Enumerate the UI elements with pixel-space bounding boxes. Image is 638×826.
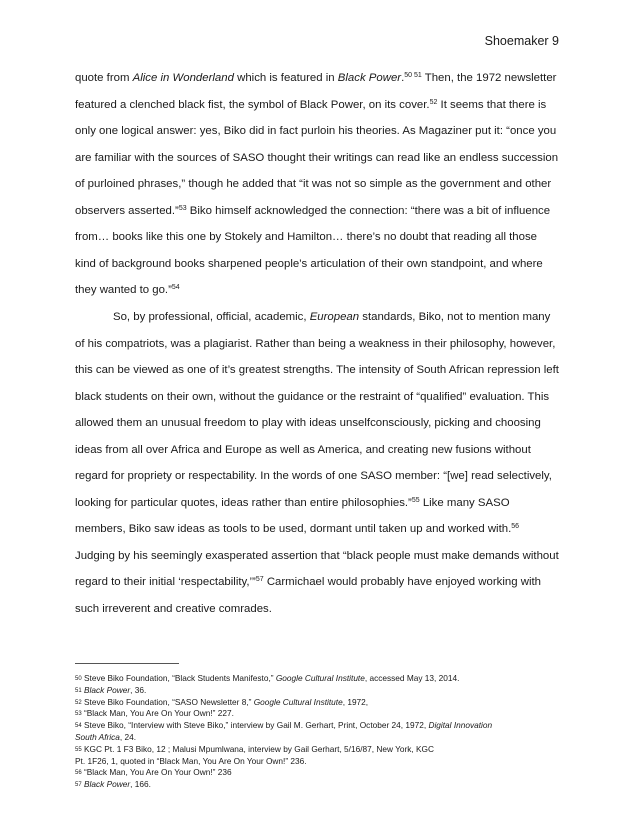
footnote-ref: 57: [255, 576, 264, 584]
footnote-separator: [75, 663, 179, 664]
body-line: [75, 469, 552, 483]
text-run: members, Biko saw ideas as tools to be used, dormant until taken up and worked with.: [75, 523, 512, 536]
footnote-line: [75, 697, 368, 708]
body-line: [113, 310, 550, 324]
text-run: they wanted to go.”: [75, 284, 172, 297]
text-run: observers asserted.”: [75, 204, 179, 217]
text-run: Steve Biko, “Interview with Steve Biko,” interview by Gail M. Gerhart, Print, October 24, 1972,: [81, 720, 429, 731]
footnote-line: [75, 744, 434, 755]
text-run: of his compatriots, was a plagiarist. Rather than being a weakness in their philosophy, however,: [75, 337, 556, 350]
italic-text: South Africa: [75, 732, 120, 742]
italic-text: Black Power: [84, 684, 131, 695]
text-run: It seems that there is: [437, 98, 547, 111]
text-run: ideas from all over Africa and Europe as well as America, and creating new fusions without: [75, 443, 531, 456]
footnote-line: [75, 767, 232, 778]
italic-text: European: [309, 310, 360, 323]
text-run: KGC Pt. 1 F3 Biko, 12 ; Malusi Mpumlwana, interview by Gail Gerhart, 5/16/87, New York, KGC: [81, 743, 434, 754]
text-run: regard for propriety or respectability. In the words of one SASO member: “[we] read selectively,: [75, 470, 552, 483]
text-run: Pt. 1F26, 1, quoted in “Black Man, You Are On Your Own!” 236.: [75, 755, 307, 766]
text-run: quote from: [75, 72, 133, 84]
text-run: Biko himself acknowledged the connection: “there was a bit of influence: [186, 204, 551, 217]
body-line: [75, 204, 550, 218]
footnote-line: [75, 720, 492, 731]
text-run: such irreverent and creative comrades.: [75, 603, 272, 615]
footnote-ref: 56: [511, 523, 520, 531]
body-line: [75, 230, 537, 244]
body-line: [75, 71, 556, 85]
text-run: kind of background books sharpened people’s articulation of their own standpoint, and where: [75, 257, 543, 270]
footnote-line: [75, 732, 136, 742]
footnote-number: 52: [75, 699, 82, 706]
text-run: So, by professional, official, academic,: [113, 310, 310, 323]
footnote-ref: 53: [178, 204, 187, 212]
footnote-line: [75, 708, 234, 719]
footnote-line: [75, 779, 151, 790]
body-line: [75, 337, 555, 351]
footnote-number: 54: [75, 723, 82, 730]
footnote-number: 51: [75, 687, 82, 694]
text-run: , 24.: [119, 732, 137, 742]
italic-text: Black Power: [337, 72, 402, 84]
body-line: [75, 496, 510, 510]
text-run: are familiar with the sources of SASO thought their writings can read like an endless succession: [75, 151, 559, 164]
footnote-line: [75, 685, 146, 696]
body-line: [75, 283, 180, 297]
footnote-ref: 50 51: [404, 72, 422, 79]
body-line: [75, 416, 541, 430]
italic-text: Google Cultural Institute: [253, 696, 343, 707]
text-run: featured a clenched black fist, the symbol of Black Power, on its cover.: [75, 98, 430, 111]
footnote-ref: 52: [429, 98, 438, 106]
footnote-ref: 55: [411, 496, 420, 504]
text-run: black students on their own, without the guidance or the restraint of “qualified” evaluation. This: [75, 390, 550, 403]
text-run: this can be viewed as one of it’s greatest strengths. The intensity of South African repression left: [75, 364, 559, 377]
body-line: [75, 124, 556, 138]
text-run: , 1972,: [342, 696, 369, 707]
text-run: standards, Biko, not to mention many: [359, 310, 551, 323]
footnote-number: 50: [75, 676, 82, 682]
body-line: [75, 443, 531, 457]
footnote-number: 55: [75, 746, 82, 753]
text-run: .: [401, 72, 405, 84]
text-run: Steve Biko Foundation, “SASO Newsletter 8,”: [81, 696, 254, 707]
footnote-ref: 54: [171, 284, 180, 292]
page-header: Shoemaker 9: [484, 34, 559, 48]
body-line: [75, 390, 549, 404]
footnote-number: 53: [75, 711, 82, 718]
body-line: [75, 602, 272, 616]
body-line: [75, 363, 559, 377]
text-run: regard to their initial ‘respectability,’”: [75, 576, 256, 589]
body-line: [75, 98, 546, 112]
body-line: [75, 575, 541, 589]
footnote-line: [75, 756, 307, 766]
body-line: [75, 549, 559, 563]
text-run: Like many SASO: [419, 496, 510, 509]
text-run: “Black Man, You Are On Your Own!” 236: [81, 767, 232, 778]
text-run: , 166.: [130, 779, 151, 790]
text-run: , accessed May 13, 2014.: [364, 673, 460, 683]
text-run: Then, the 1972 newsletter: [421, 72, 557, 84]
text-run: of purloined phrases,” though he added that “it was not so simple as the government and other: [75, 178, 552, 191]
text-run: Carmichael would probably have enjoyed working with: [263, 576, 541, 589]
text-run: Steve Biko Foundation, “Black Students Manifesto,”: [81, 673, 276, 683]
body-line: [75, 151, 558, 165]
italic-text: Alice in Wonderland: [132, 72, 234, 84]
text-run: only one logical answer: yes, Biko did in fact purloin his theories. As Magaziner put it: “once you: [75, 125, 557, 138]
text-run: Judging by his seemingly exasperated assertion that “black people must make demands without: [75, 549, 559, 562]
text-run: “Black Man, You Are On Your Own!” 227.: [81, 708, 234, 719]
body-line: [75, 257, 543, 271]
italic-text: Google Cultural Institute: [275, 673, 365, 683]
body-line: [75, 522, 519, 536]
italic-text: Black Power: [84, 779, 131, 790]
text-run: allowed them an unusual freedom to play with ideas unselfconsciously, picking and choosing: [75, 417, 541, 430]
text-run: from… books like this one by Stokely and Hamilton… there’s no doubt that reading all those: [75, 231, 537, 244]
body-line: [75, 177, 551, 191]
text-run: looking for particular quotes, ideas rather than entire philosophies.”: [75, 496, 412, 509]
footnote-number: 56: [75, 770, 82, 777]
text-run: which is featured in: [233, 72, 338, 84]
text-run: , 36.: [130, 684, 147, 695]
italic-text: Digital Innovation: [428, 720, 493, 731]
footnote-line: [75, 673, 459, 684]
footnote-number: 57: [75, 782, 82, 789]
